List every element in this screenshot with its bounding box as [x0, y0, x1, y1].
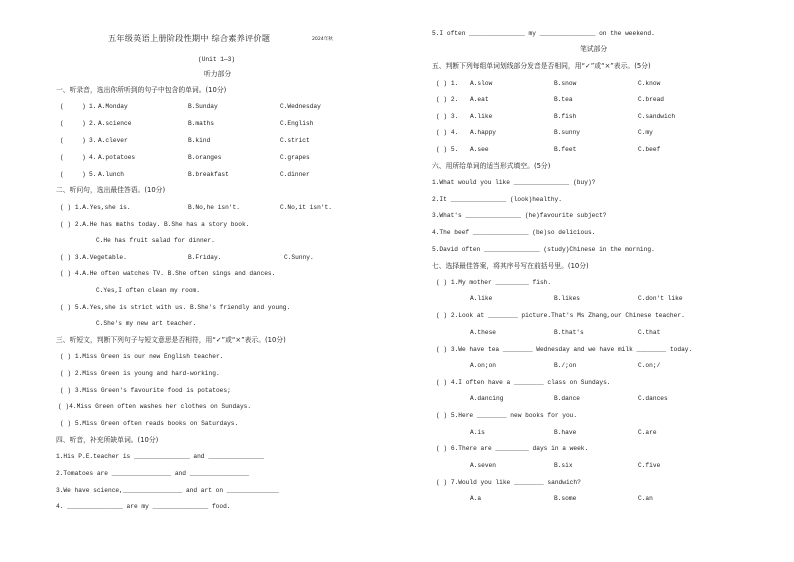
question-line: ( ) 4.I often have a ________ class on Sundays.: [436, 379, 611, 386]
section-3-heading: 三、听短文，判断下列句子与短文意思是否相符，用“✓”或“×”表示。(10分): [56, 336, 286, 344]
option-b: B.kind: [188, 137, 211, 144]
option-a: A.slow: [470, 80, 493, 87]
answer-paren: (: [60, 120, 64, 127]
option-a: A.eat: [470, 96, 489, 103]
item-number: 3.: [89, 137, 97, 144]
answer-paren: (: [60, 171, 64, 178]
option-b: B.fish: [554, 113, 577, 120]
option-b: B.Sunday: [188, 103, 218, 110]
judge-item: ( ) 5.Miss Green often reads books on Saturdays.: [60, 420, 239, 427]
option-c: C.grapes: [280, 154, 310, 161]
option-c: C.that: [638, 329, 661, 336]
answer-paren-close: ): [82, 171, 86, 178]
section-4-heading: 四、听音，补充所缺单词。(10分): [56, 436, 159, 444]
option-b: B.breakfast: [188, 171, 229, 178]
answer-paren: (: [60, 103, 64, 110]
option-b: B.have: [554, 429, 577, 436]
option-c: C.on;/: [638, 362, 661, 369]
question-line: ( ) 7.Would you like ________ sandwich?: [436, 479, 581, 486]
judge-item: ( )4.Miss Green often washes her clothes on Sundays.: [58, 403, 252, 410]
unit-range: (Unit 1—3): [198, 56, 236, 63]
item-number: 2.: [89, 120, 97, 127]
question-line: ( ) 2.A.He has maths today. B.She has a story book.: [60, 221, 250, 228]
option-c: C.an: [638, 495, 653, 502]
item-number: 1.: [89, 103, 97, 110]
section-5-heading: 五、判断下列每组单词划线部分发音是否相同，用“✓”或“×”表示。(5分): [432, 62, 651, 70]
answer-paren: ( ) 1.: [436, 80, 459, 87]
option-a: A.like: [470, 113, 493, 120]
option-c: C.English: [280, 120, 314, 127]
question-line: ( ) 3.We have tea ________ Wednesday and we have milk ________ today.: [436, 346, 693, 353]
exam-year: 2024年秋: [312, 37, 333, 42]
option-c: C.dinner: [280, 171, 310, 178]
option-a: A.dancing: [470, 395, 504, 402]
fill-item: 5.I often _______________ my _______________ on the weekend.: [432, 30, 655, 37]
option-b: B.No,he isn't.: [188, 204, 240, 211]
question-line: ( ) 3.A.Vegetable.: [60, 254, 127, 261]
answer-paren: ( ) 4.: [436, 129, 459, 136]
option-c: C.bread: [638, 96, 664, 103]
item-number: 4.: [89, 154, 97, 161]
section-7-heading: 七、选择最佳答案，将其序号写在前括号里。(10分): [432, 262, 589, 270]
option-a: A.seven: [470, 462, 496, 469]
option-a: A.clever: [98, 137, 128, 144]
section-1-heading: 一、听录音，选出你所听到的句子中包含的单词。(10分): [56, 86, 227, 94]
question-line: ( ) 6.There are _________ days in a week.: [436, 445, 589, 452]
option-b: B.that's: [554, 329, 584, 336]
option-b: B.snow: [554, 80, 577, 87]
option-c: C.are: [638, 429, 657, 436]
option-a: A.on;on: [470, 362, 496, 369]
option-a: A.lunch: [98, 171, 124, 178]
option-a: A.is: [470, 429, 485, 436]
option-c: C.strict: [280, 137, 310, 144]
option-c: C.know: [638, 80, 661, 87]
option-b: B.maths: [188, 120, 214, 127]
fill-item: 1.What would you like _______________ (buy)?: [432, 179, 596, 186]
answer-paren: ( ) 5.: [436, 146, 459, 153]
option-a: A.a: [470, 495, 482, 502]
option-c: C.Wednesday: [280, 103, 321, 110]
fill-item: 2.Tomatoes are ________________ and ________________: [56, 470, 250, 477]
option-c: C.She's my new art teacher.: [96, 320, 197, 327]
answer-paren: ( ) 3.: [436, 113, 459, 120]
question-line: ( ) 1.My mother _________ fish.: [436, 279, 552, 286]
fill-item: 1.His P.E.teacher is _______________ and _______________: [56, 453, 264, 460]
item-number: 5.: [89, 171, 97, 178]
answer-paren: (: [60, 154, 64, 161]
option-c: C.Sunny.: [284, 254, 314, 261]
option-c: C.He has fruit salad for dinner.: [96, 237, 215, 244]
fill-item: 2.It _______________ (look)healthy.: [432, 196, 562, 203]
judge-item: ( ) 3.Miss Green's favourite food is potatoes;: [60, 387, 231, 394]
question-line: ( ) 1.A.Yes,she is.: [60, 204, 131, 211]
option-c: C.dances: [638, 395, 668, 402]
answer-paren: ( ) 2.: [436, 96, 459, 103]
option-c: C.five: [638, 462, 661, 469]
option-a: A.happy: [470, 129, 496, 136]
option-b: B.likes: [554, 295, 580, 302]
answer-paren-close: ): [82, 154, 86, 161]
judge-item: ( ) 1.Miss Green is our new English teacher.: [60, 353, 224, 360]
question-line: ( ) 5.Here ________ new books for you.: [436, 412, 578, 419]
option-b: B.six: [554, 462, 573, 469]
answer-paren: (: [60, 137, 64, 144]
option-b: B.feet: [554, 146, 577, 153]
option-b: B./;on: [554, 362, 577, 369]
listening-part-label: 听力部分: [204, 70, 232, 78]
judge-item: ( ) 2.Miss Green is young and hard-working.: [60, 370, 220, 377]
section-6-heading: 六、用所给单词的适当形式填空。(5分): [432, 162, 551, 170]
option-a: A.like: [470, 295, 493, 302]
fill-item: 4.The beef _______________ (be)so delicious.: [432, 229, 596, 236]
fill-item: 4. _______________ are my _______________ food.: [56, 503, 231, 510]
option-b: B.dance: [554, 395, 580, 402]
option-b: B.some: [554, 495, 577, 502]
option-c: C.Yes,I often clean my room.: [96, 287, 200, 294]
option-c: C.No,it isn't.: [280, 204, 332, 211]
option-b: B.sunny: [554, 129, 580, 136]
question-line: ( ) 5.A.Yes,she is strict with us. B.She's friendly and young.: [60, 304, 291, 311]
option-b: B.Friday.: [188, 254, 222, 261]
question-line: ( ) 2.Look at ________ picture.That's Ms Zhang,our Chinese teacher.: [436, 312, 685, 319]
written-part-label: 笔试部分: [580, 45, 608, 53]
fill-item: 3.We have science,________________ and art on ______________: [56, 487, 279, 494]
option-a: A.potatoes: [98, 154, 136, 161]
option-c: C.sandwich: [638, 113, 676, 120]
option-a: A.these: [470, 329, 496, 336]
section-2-heading: 二、听问句，选出最佳答语。(10分): [56, 186, 166, 194]
option-b: B.tea: [554, 96, 573, 103]
option-a: A.Monday: [98, 103, 128, 110]
fill-item: 5.David often _______________ (study)Chinese in the morning.: [432, 246, 655, 253]
option-b: B.oranges: [188, 154, 222, 161]
option-a: A.see: [470, 146, 489, 153]
answer-paren-close: ): [82, 120, 86, 127]
option-c: C.don't like: [638, 295, 683, 302]
option-c: C.beef: [638, 146, 661, 153]
answer-paren-close: ): [82, 103, 86, 110]
fill-item: 3.What's _______________ (he)favourite subject?: [432, 212, 607, 219]
question-line: ( ) 4.A.He often watches TV. B.She often sings and dances.: [60, 270, 276, 277]
option-c: C.my: [638, 129, 653, 136]
answer-paren-close: ): [82, 137, 86, 144]
option-a: A.science: [98, 120, 132, 127]
exam-title: 五年级英语上册阶段性期中 综合素养评价题: [108, 33, 271, 43]
